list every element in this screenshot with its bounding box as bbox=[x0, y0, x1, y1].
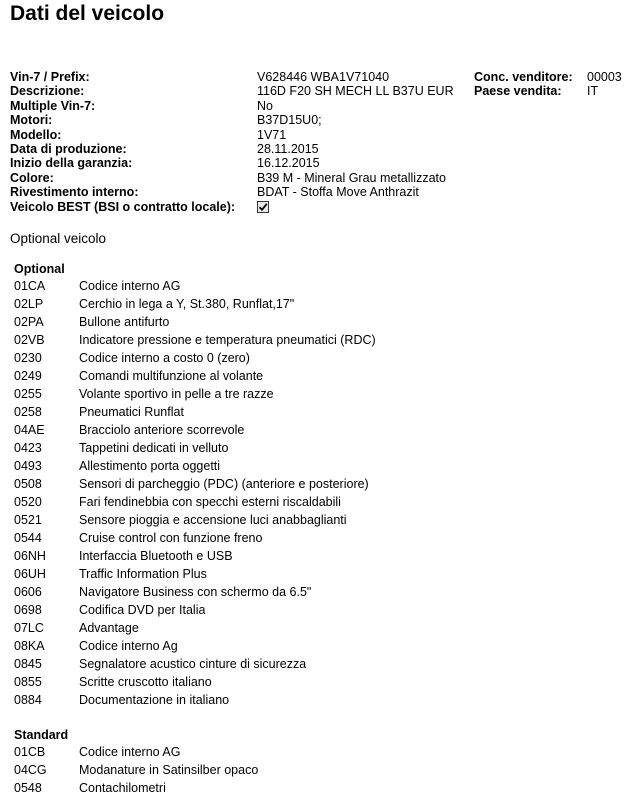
option-code: 02PA bbox=[14, 315, 44, 329]
option-description: Sensore pioggia e accensione luci anabbaglianti bbox=[79, 513, 347, 527]
option-code: 0698 bbox=[14, 603, 42, 617]
option-description: Indicatore pressione e temperatura pneumatici (RDC) bbox=[79, 333, 376, 347]
info-value: 16.12.2015 bbox=[257, 156, 320, 171]
list-item bbox=[14, 367, 264, 385]
optional-heading: Optional bbox=[14, 262, 65, 276]
option-code: 0884 bbox=[14, 693, 42, 707]
option-description: Tappetini dedicati in velluto bbox=[79, 441, 229, 455]
list-item bbox=[14, 439, 229, 457]
option-code: 0255 bbox=[14, 387, 42, 401]
list-item bbox=[14, 565, 207, 583]
option-description: Fari fendinebbia con specchi esterni riscaldabili bbox=[79, 495, 341, 509]
info-value: 28.11.2015 bbox=[257, 141, 319, 156]
option-description: Modanature in Satinsilber opaco bbox=[79, 763, 259, 777]
option-code: 0249 bbox=[14, 369, 42, 383]
option-description: Advantage bbox=[79, 621, 139, 635]
list-item bbox=[14, 511, 347, 529]
option-code: 0544 bbox=[14, 531, 42, 545]
list-item bbox=[14, 475, 369, 493]
best-checkbox[interactable] bbox=[257, 201, 269, 213]
option-code: 0508 bbox=[14, 477, 42, 491]
option-code: 04CG bbox=[14, 763, 47, 777]
list-item bbox=[14, 655, 307, 673]
option-description: Bracciolo anteriore scorrevole bbox=[79, 423, 245, 437]
list-item bbox=[14, 349, 250, 367]
list-item bbox=[14, 331, 376, 349]
option-code: 0493 bbox=[14, 459, 42, 473]
option-code: 01CB bbox=[14, 745, 46, 759]
best-label: Veicolo BEST (BSI o contratto locale): bbox=[10, 199, 236, 214]
option-code: 02LP bbox=[14, 297, 44, 311]
option-description: Pneumatici Runflat bbox=[79, 405, 184, 419]
optional-list bbox=[14, 261, 376, 709]
option-code: 01CA bbox=[14, 279, 46, 293]
info-value: 1V71 bbox=[257, 127, 287, 142]
info-label: Multiple Vin-7: bbox=[10, 98, 96, 113]
option-description: Sensori di parcheggio (PDC) (anteriore e posteriore) bbox=[79, 477, 369, 491]
list-item bbox=[14, 295, 295, 313]
option-description: Comandi multifunzione al volante bbox=[79, 369, 264, 383]
option-description: Traffic Information Plus bbox=[79, 567, 207, 581]
info-label: Vin-7 / Prefix: bbox=[10, 70, 90, 84]
option-code: 0548 bbox=[14, 781, 42, 795]
option-description: Cruise control con funzione freno bbox=[79, 531, 263, 545]
info-label: Motori: bbox=[10, 113, 53, 128]
option-description: Scritte cruscotto italiano bbox=[79, 675, 212, 689]
list-item bbox=[14, 761, 259, 779]
list-item bbox=[14, 277, 181, 295]
option-description: Volante sportivo in pelle a tre razze bbox=[79, 387, 274, 401]
option-code: 0230 bbox=[14, 351, 42, 365]
standard-heading: Standard bbox=[14, 728, 69, 742]
option-code: 0423 bbox=[14, 441, 42, 455]
option-code: 02VB bbox=[14, 333, 45, 347]
info-value: V628446 WBA1V71040 bbox=[257, 70, 390, 84]
info-label: Descrizione: bbox=[10, 84, 85, 99]
info-label-dealer: Conc. venditore: bbox=[474, 70, 573, 84]
option-code: 04AE bbox=[14, 423, 45, 437]
option-code: 08KA bbox=[14, 639, 45, 653]
info-value-country: IT bbox=[587, 84, 599, 99]
list-item bbox=[14, 547, 233, 565]
option-description: Codice interno Ag bbox=[79, 639, 178, 653]
option-description: Documentazione in italiano bbox=[79, 693, 230, 707]
info-value: B37D15U0; bbox=[257, 113, 322, 128]
option-description: Allestimento porta oggetti bbox=[79, 459, 221, 473]
info-value: No bbox=[257, 98, 273, 113]
option-description: Segnalatore acustico cinture di sicurezza bbox=[79, 657, 307, 671]
option-description: Codice interno AG bbox=[79, 745, 181, 759]
list-item bbox=[14, 403, 184, 421]
info-value: BDAT - Stoffa Move Anthrazit bbox=[257, 185, 419, 200]
list-item bbox=[14, 601, 206, 619]
option-code: 0520 bbox=[14, 495, 42, 509]
info-value: 116D F20 SH MECH LL B37U EUR bbox=[257, 84, 454, 99]
option-code: 06UH bbox=[14, 567, 46, 581]
page-title: Dati del veicolo bbox=[10, 2, 165, 25]
list-item bbox=[14, 493, 341, 511]
list-item bbox=[14, 583, 312, 601]
option-description: Cerchio in lega a Y, St.380, Runflat,17" bbox=[79, 297, 295, 311]
list-item bbox=[14, 385, 274, 403]
list-item bbox=[14, 673, 212, 691]
info-label: Colore: bbox=[10, 170, 54, 185]
option-description: Interfaccia Bluetooth e USB bbox=[79, 549, 233, 563]
list-item bbox=[14, 457, 221, 475]
option-description: Bullone antifurto bbox=[79, 315, 170, 329]
info-label: Inizio della garanzia: bbox=[10, 156, 133, 171]
option-code: 0845 bbox=[14, 657, 42, 671]
option-description: Navigatore Business con schermo da 6.5" bbox=[79, 585, 312, 599]
list-item bbox=[14, 779, 166, 797]
option-code: 0855 bbox=[14, 675, 42, 689]
checkmark-icon bbox=[258, 202, 268, 212]
info-label-country: Paese vendita: bbox=[474, 84, 562, 99]
info-label: Data di produzione: bbox=[10, 141, 127, 156]
list-item bbox=[14, 743, 181, 761]
option-code: 07LC bbox=[14, 621, 44, 635]
option-code: 0606 bbox=[14, 585, 42, 599]
info-label: Rivestimento interno: bbox=[10, 185, 139, 200]
option-code: 0258 bbox=[14, 405, 42, 419]
list-item bbox=[14, 637, 178, 655]
list-item bbox=[14, 313, 170, 331]
option-code: 06NH bbox=[14, 549, 46, 563]
list-item bbox=[14, 421, 245, 439]
standard-list bbox=[14, 727, 259, 797]
option-description: Contachilometri bbox=[79, 781, 166, 795]
option-description: Codice interno a costo 0 (zero) bbox=[79, 351, 250, 365]
section-title: Optional veicolo bbox=[10, 231, 107, 246]
option-code: 0521 bbox=[14, 513, 42, 527]
option-description: Codice interno AG bbox=[79, 279, 181, 293]
info-value-dealer: 00003 bbox=[587, 70, 622, 84]
list-item bbox=[14, 619, 139, 637]
info-value: B39 M - Mineral Grau metallizzato bbox=[257, 170, 446, 185]
option-description: Codifica DVD per Italia bbox=[79, 603, 206, 617]
list-item bbox=[14, 691, 230, 709]
info-label: Modello: bbox=[10, 127, 62, 142]
list-item bbox=[14, 529, 263, 547]
